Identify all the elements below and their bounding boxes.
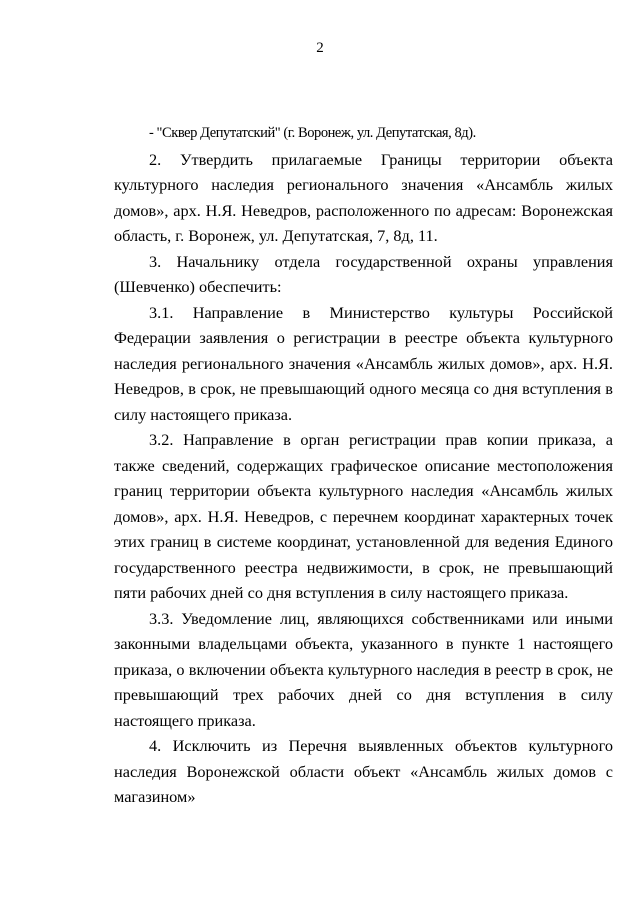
paragraph-3-instruct-head: 3. Начальнику отдела государственной охраны управления (Шевченко) обеспечить: <box>114 251 613 296</box>
paragraph-list-item-sквер: - "Сквер Депутатский" (г. Воронеж, ул. Депутатская, 8д). <box>149 125 476 141</box>
document-body <box>114 121 613 810</box>
paragraph-2-approve-boundaries: 2. Утвердить прилагаемые Границы территории объекта культурного наследия регионального значения «Ансамбль жилых домов», арх. Н.Я. Неведров, расположенного по адресам: Воронежская область, г. Воронеж, ул. Депутатская, 7, 8д, 11. <box>114 149 613 245</box>
paragraph-3-3-notification: 3.3. Уведомление лиц, являющихся собственниками или иными законными владельцами объекта, указанного в пункте 1 настоящего приказа, о включении объекта культурного наследия в реестр в срок, не превышающий трех рабочих дней со дня вступления в силу настоящего приказа. <box>114 608 613 730</box>
paragraph-3-2-registration: 3.2. Направление в орган регистрации прав копии приказа, а также сведений, содержащих графическое описание местоположения границ территории объекта культурного наследия «Ансамбль жилых домов», арх. Н.Я. Неведров, с перечнем координат характерных точек этих границ в системе координат, установленной для ведения Единого государственного реестра недвижимости, в срок, не превышающий пяти рабочих дней со дня вступления в силу настоящего приказа. <box>114 430 613 602</box>
paragraph-4-exclude: 4. Исключить из Перечня выявленных объектов культурного наследия Воронежской области объект «Ансамбль жилых домов с магазином» <box>114 736 613 806</box>
page-number: 2 <box>316 40 324 56</box>
paragraph-3-1-ministry: 3.1. Направление в Министерство культуры Российской Федерации заявления о регистрации в реестре объекта культурного наследия регионального значения «Ансамбль жилых домов», арх. Н.Я. Неведров, в срок, не превышающий одного месяца со дня вступления в силу настоящего приказа. <box>114 302 613 424</box>
